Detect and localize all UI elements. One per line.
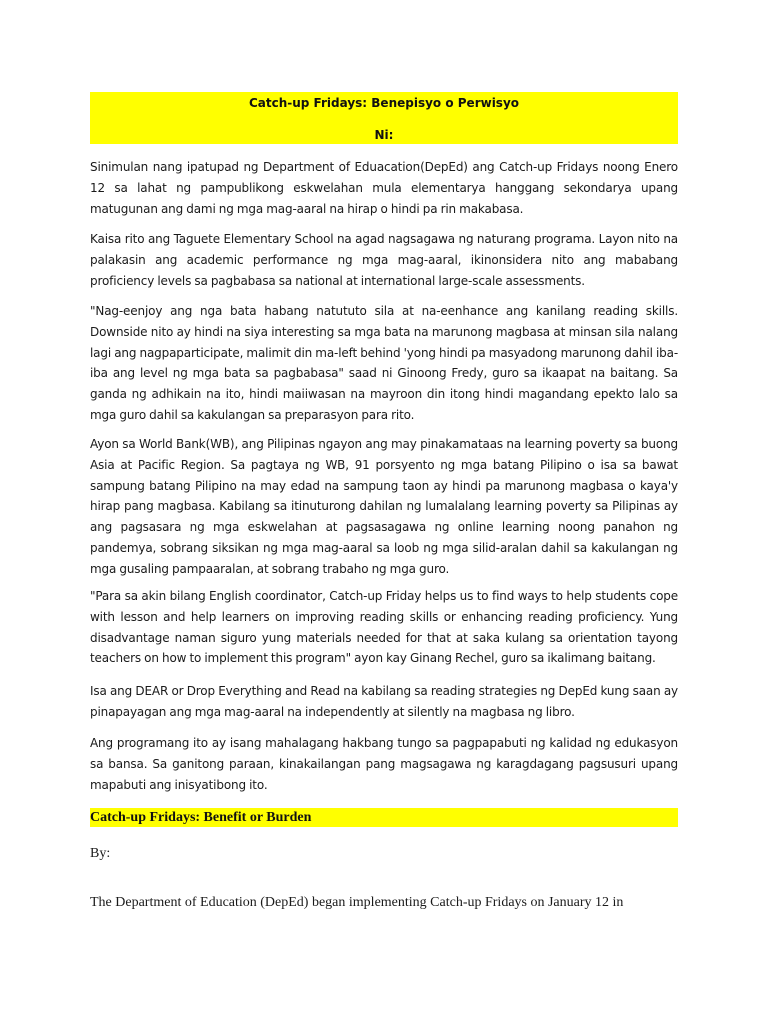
paragraph-5: "Para sa akin bilang English coordinator, Catch-up Friday helps us to find ways to help students cope with lesson and help learners on improving reading skills or enhancing reading proficiency. Yung disadvantage naman siguro yung materials needed for that at saka kulang sa orientation tayong teachers on how to implement this program" ayon kay Ginang Rechel, guro sa ikalimang baitang. [90,589,678,666]
paragraph-2: Kaisa rito ang Taguete Elementary School na agad nagsagawa ng naturang programa. Layon nito na palakasin ang academic performance ng mga mag-aaral, ikinonsidera nito ang mababang proficiency levels sa pagbabasa sa national at international large-scale assessments. [90,232,678,288]
english-byline: By: [90,846,111,861]
paragraph-3: "Nag-eenjoy ang nga bata habang natututo sila at na-eenhance ang kanilang reading skills. Downside nito ay hindi na siya interesting sa mga bata na marunong magbasa at minsan sila nalang lagi ang nagpaparticipate, malimit din ma-left behind 'yong hindi pa masyadong marunong dahil iba-iba ang level ng mga bata sa pagbabasa" saad ni Ginoong Fredy, guro sa ikaapat na baitang. Sa ganda ng adhikain na ito, hindi maiiwasan na mayroon din itong hindi magandang epekto lalo sa mga guro dahil sa kakulangan sa preparasyon para rito. [90,304,678,422]
paragraph-6: Isa ang DEAR or Drop Everything and Read na kabilang sa reading strategies ng DepEd kung saan ay pinapayagan ang mga mag-aaral na independently at silently na magbasa ng libro. [90,684,678,719]
english-title: Catch-up Fridays: Benefit or Burden [90,808,678,827]
paragraph-7: Ang programang ito ay isang mahalagang hakbang tungo sa pagpapabuti ng kalidad ng edukasyon sa bansa. Sa ganitong paraan, kinakailangan pang magsagawa ng karagdagang pagsusuri upang mapabuti ang inisyatibong ito. [90,736,678,792]
paragraph-4: Ayon sa World Bank(WB), ang Pilipinas ngayon ang may pinakamataas na learning poverty sa buong Asia at Pacific Region. Sa pagtaya ng WB, 91 porsyento ng mga batang Pilipino o isa sa bawat sampung batang Pilipino na may edad na sampung taon ay hindi pa marunong magbasa o kaya'y hirap pang magbasa. Kabilang sa itinuturong dahilan ng lumalalang learning poverty sa Pilipinas ay ang pagsasara ng mga eskwelahan at pagsasagawa ng online learning noong panahon ng pandemya, sobrang siksikan ng mga mag-aaral sa loob ng mga silid-aralan dahil sa kakulangan ng mga gusaling pampaaralan, at sobrang trabaho ng mga guro. [90,437,678,576]
english-first-line: The Department of Education (DepEd) began implementing Catch-up Fridays on January 12 in [90,895,624,910]
paragraph-1: Sinimulan nang ipatupad ng Department of Eduacation(DepEd) ang Catch-up Fridays noong Enero 12 sa lahat ng pampublikong eskwelahan mula elementarya hanggang sekondarya upang matugunan ang dami ng mga mag-aaral na hirap o hindi pa rin makabasa. [90,160,678,216]
title-highlight-block [90,92,678,144]
document-title: Catch-up Fridays: Benepisyo o Perwisyo [248,96,520,110]
document-byline: Ni: [374,128,394,142]
